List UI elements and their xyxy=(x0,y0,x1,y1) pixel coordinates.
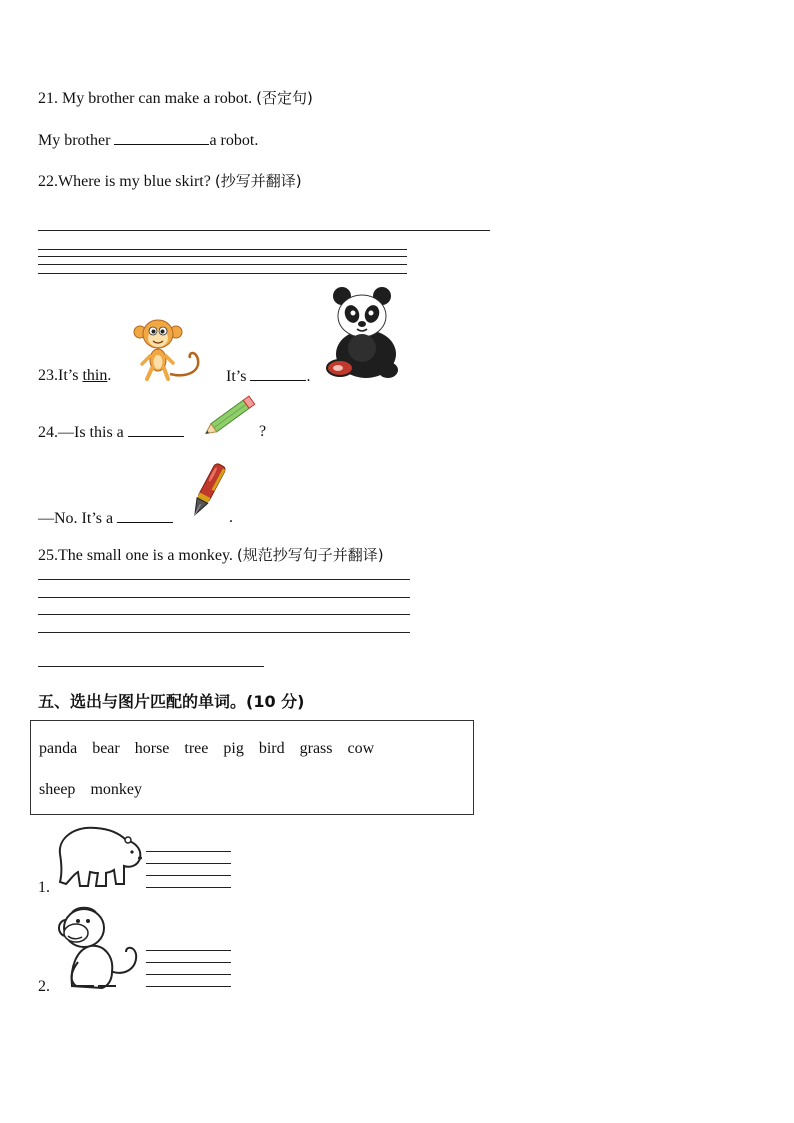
word-bank-word: grass xyxy=(299,740,333,757)
question-21 xyxy=(38,88,313,109)
question-22-prompt: .Where is my blue skirt? xyxy=(54,173,211,190)
question-24-prefix: .—Is this a xyxy=(54,424,124,441)
word-bank-word: tree xyxy=(184,740,209,757)
monkey-icon xyxy=(54,906,142,992)
writing-line[interactable] xyxy=(38,264,407,265)
question-21-blank[interactable] xyxy=(114,130,209,145)
word-bank-row-2 xyxy=(39,781,153,799)
writing-line[interactable] xyxy=(146,974,231,975)
question-23-prefix: .It’s xyxy=(54,367,83,384)
question-23-part2 xyxy=(226,366,310,387)
word-bank-word: cow xyxy=(347,740,375,757)
writing-line[interactable] xyxy=(146,875,231,876)
question-23-blank[interactable] xyxy=(250,366,306,381)
question-22-number: 22 xyxy=(38,173,54,190)
question-23-part2-suffix: . xyxy=(306,368,311,385)
monkey-icon xyxy=(130,316,206,382)
question-21-hint: (否定句) xyxy=(256,89,313,107)
question-25-number: 25 xyxy=(38,547,54,564)
word-bank-word: monkey xyxy=(90,781,142,798)
writing-line[interactable] xyxy=(38,273,407,274)
writing-line[interactable] xyxy=(38,632,410,633)
pencil-icon xyxy=(198,394,262,438)
pen-icon xyxy=(186,456,230,524)
writing-line[interactable] xyxy=(146,986,231,987)
panda-icon xyxy=(322,286,404,380)
writing-line[interactable] xyxy=(146,863,231,864)
question-25 xyxy=(38,545,384,566)
word-bank-word: sheep xyxy=(39,781,76,798)
item-2-number: 2. xyxy=(38,978,50,995)
writing-line[interactable] xyxy=(146,887,231,888)
question-25-prompt: .The small one is a monkey. xyxy=(54,547,233,564)
writing-line[interactable] xyxy=(38,597,410,598)
writing-line[interactable] xyxy=(38,249,407,250)
translation-line[interactable] xyxy=(38,666,264,667)
question-21-answer-suffix: a robot. xyxy=(209,132,259,149)
section-5-title: 五、选出与图片匹配的单词。(10 分) xyxy=(38,692,305,711)
question-24-line2 xyxy=(38,508,173,529)
item-1-number: 1. xyxy=(38,879,50,896)
question-24-line1 xyxy=(38,422,184,443)
question-24-period: . xyxy=(229,509,233,526)
question-22-copy-line[interactable] xyxy=(38,230,490,231)
question-21-answer-prefix: My brother xyxy=(38,132,111,149)
question-24-line2-prefix: —No. It’s a xyxy=(38,510,114,527)
question-24-qmark: ? xyxy=(259,423,267,440)
question-24-blank-2[interactable] xyxy=(117,508,173,523)
writing-line[interactable] xyxy=(146,950,231,951)
question-23-part2-prefix: It’s xyxy=(226,368,247,385)
writing-line[interactable] xyxy=(146,851,231,852)
writing-line[interactable] xyxy=(38,614,410,615)
word-bank-row-1 xyxy=(39,740,385,758)
word-bank-word: bird xyxy=(258,740,285,757)
question-23-keyword: thin xyxy=(82,367,108,384)
word-bank-word: horse xyxy=(134,740,170,757)
word-bank-word: bear xyxy=(92,740,120,757)
word-bank xyxy=(30,720,474,815)
writing-line[interactable] xyxy=(38,579,410,580)
question-24-blank-1[interactable] xyxy=(128,422,184,437)
writing-line[interactable] xyxy=(146,962,231,963)
question-23-suffix: . xyxy=(107,367,112,384)
bear-icon xyxy=(54,818,144,892)
word-bank-word: panda xyxy=(39,740,78,757)
question-22 xyxy=(38,171,302,192)
question-21-prompt: . My brother can make a robot. xyxy=(54,90,253,107)
writing-line[interactable] xyxy=(38,256,407,257)
question-23-number: 23 xyxy=(38,367,54,384)
question-21-number: 21 xyxy=(38,90,54,107)
question-22-hint: (抄写并翻译) xyxy=(214,172,302,190)
question-21-answer xyxy=(38,130,258,151)
question-25-hint: (规范抄写句子并翻译) xyxy=(236,546,384,564)
question-23-part1 xyxy=(38,366,111,386)
word-bank-word: pig xyxy=(223,740,244,757)
question-24-number: 24 xyxy=(38,424,54,441)
